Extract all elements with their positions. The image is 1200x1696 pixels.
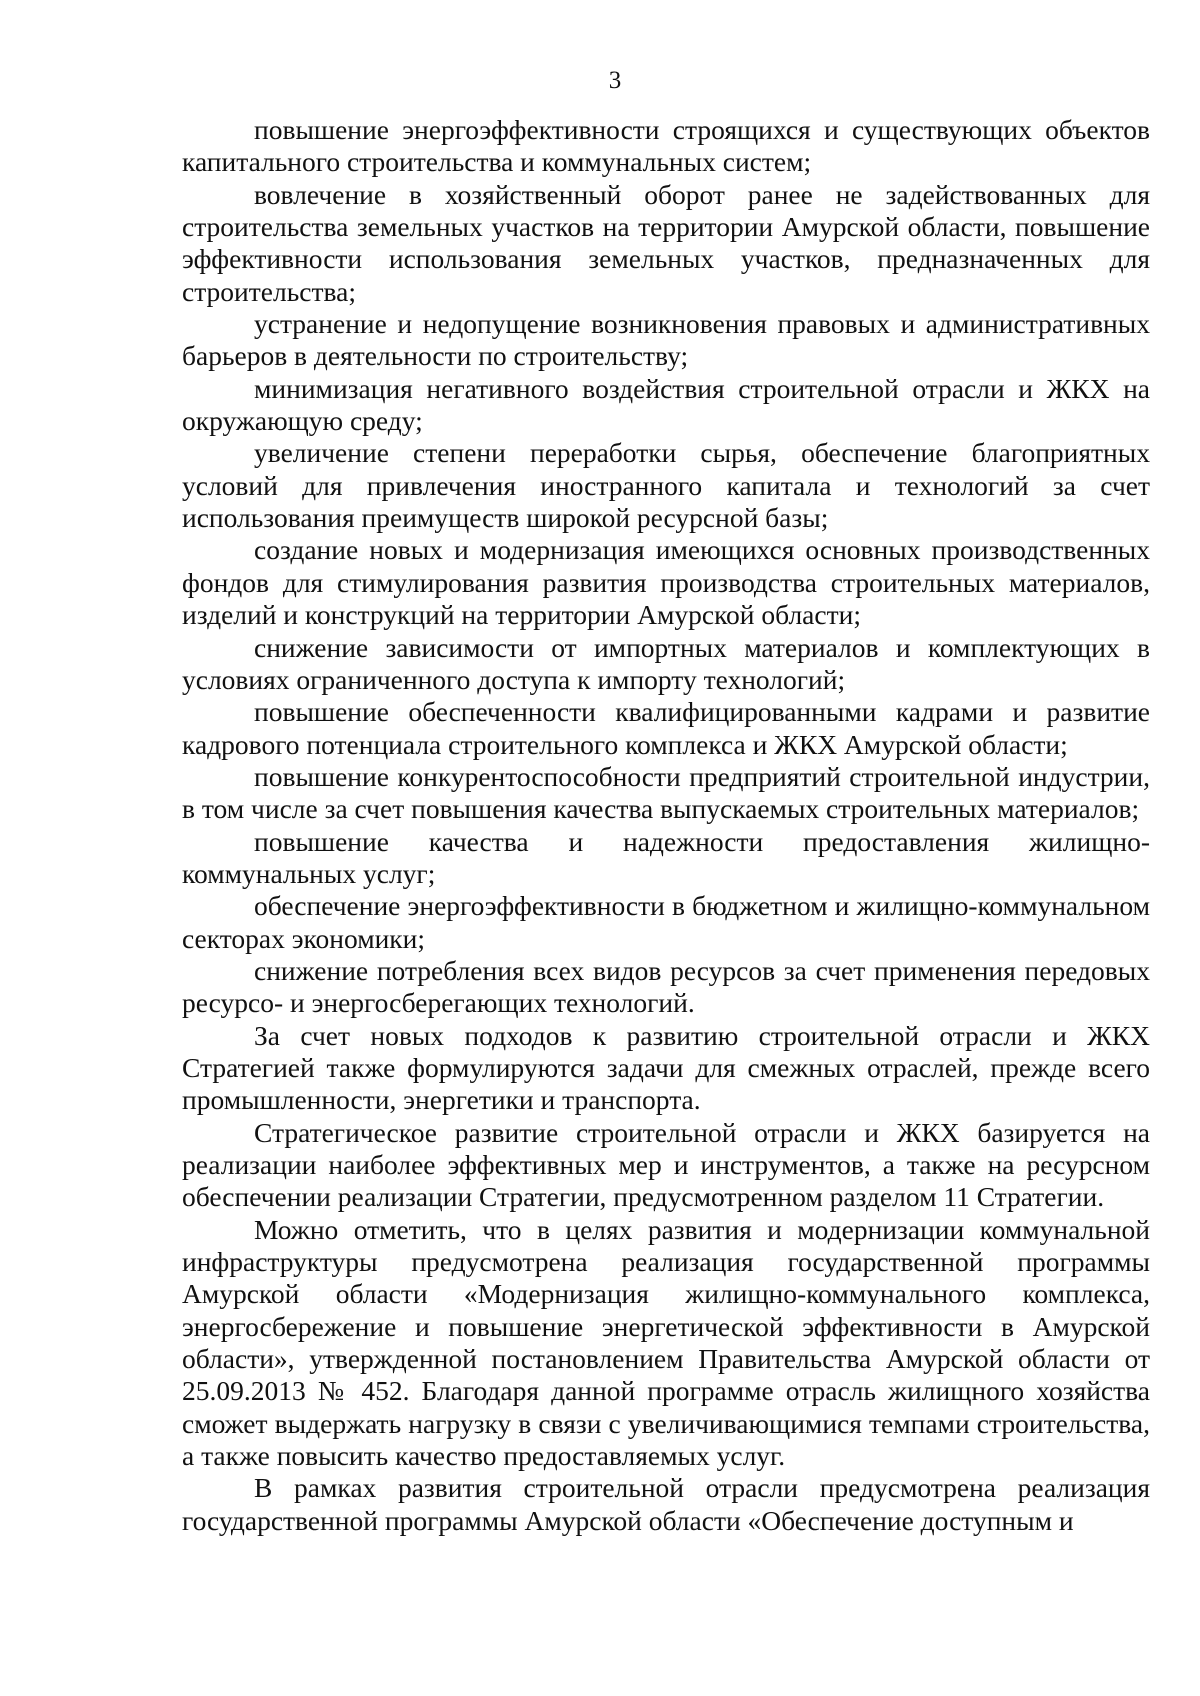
paragraph-personnel: повышение обеспеченности квалифицированными кадрами и развитие кадрового потенциала строительного комплекса и ЖКХ Амурской области; — [182, 696, 1150, 760]
paragraph-import-dependence: снижение зависимости от импортных материалов и комплектующих в условиях ограниченного доступа к импорту технологий; — [182, 631, 1150, 695]
paragraph-environment: минимизация негативного воздействия строительной отрасли и ЖКХ на окружающую среду; — [182, 372, 1150, 437]
paragraph-competitiveness: повышение конкурентоспособности предприятий строительной индустрии, в том числе за счет повышения качества выпускаемых строительных материалов; — [182, 760, 1150, 825]
paragraph-raw-materials: увеличение степени переработки сырья, обеспечение благоприятных условий для привлечения иностранного капитала и технологий за счет использования преимуществ широкой ресурсной базы; — [182, 437, 1150, 534]
paragraph-related-industries: За счет новых подходов к развитию строительной отрасли и ЖКХ Стратегией также формулируются задачи для смежных отраслей, прежде всего промышленности, энергетики и транспорта. — [182, 1019, 1150, 1116]
paragraph-production-funds: создание новых и модернизация имеющихся основных производственных фондов для стимулирования развития производства строительных материалов, изделий и конструкций на территории Амурской области; — [182, 534, 1150, 631]
document-body — [182, 114, 1150, 1537]
paragraph-state-program-housing: В рамках развития строительной отрасли предусмотрена реализация государственной программы Амурской области «Обеспечение доступным и — [182, 1472, 1150, 1536]
page-number: 3 — [608, 67, 622, 94]
paragraph-land-use: вовлечение в хозяйственный оборот ранее не задействованных для строительства земельных участков на территории Амурской области, повышение эффективности использования земельных участков, предназначенных для строительства; — [182, 178, 1150, 307]
paragraph-energy-efficiency: повышение энергоэффективности строящихся и существующих объектов капитального строительства и коммунальных систем; — [182, 114, 1150, 178]
paragraph-state-program-modernization: Можно отметить, что в целях развития и модернизации коммунальной инфраструктуры предусмотрена реализация государственной программы Амурской области «Модернизация жилищно-коммунального комплекса, энергосбережение и повышение энергетической эффективности в Амурской области», утвержденной постановлением Правительства Амурской области от 25.09.2013 № 452. Благодаря данной программе отрасль жилищного хозяйства сможет выдержать нагрузку в связи с увеличивающимися темпами строительства, а также повысить качество предоставляемых услуг. — [182, 1213, 1150, 1472]
paragraph-utility-services: повышение качества и надежности предоставления жилищно-коммунальных услуг; — [182, 825, 1150, 889]
paragraph-budget-sector: обеспечение энергоэффективности в бюджетном и жилищно-коммунальном секторах экономики; — [182, 890, 1150, 954]
paragraph-barriers: устранение и недопущение возникновения правовых и административных барьеров в деятельности по строительству; — [182, 308, 1150, 372]
paragraph-resource-saving: снижение потребления всех видов ресурсов за счет применения передовых ресурсо- и энергосберегающих технологий. — [182, 954, 1150, 1019]
paragraph-strategic-development: Стратегическое развитие строительной отрасли и ЖКХ базируется на реализации наиболее эффективных мер и инструментов, а также на ресурсном обеспечении реализации Стратегии, предусмотренном разделом 11 Стратегии. — [182, 1116, 1150, 1213]
